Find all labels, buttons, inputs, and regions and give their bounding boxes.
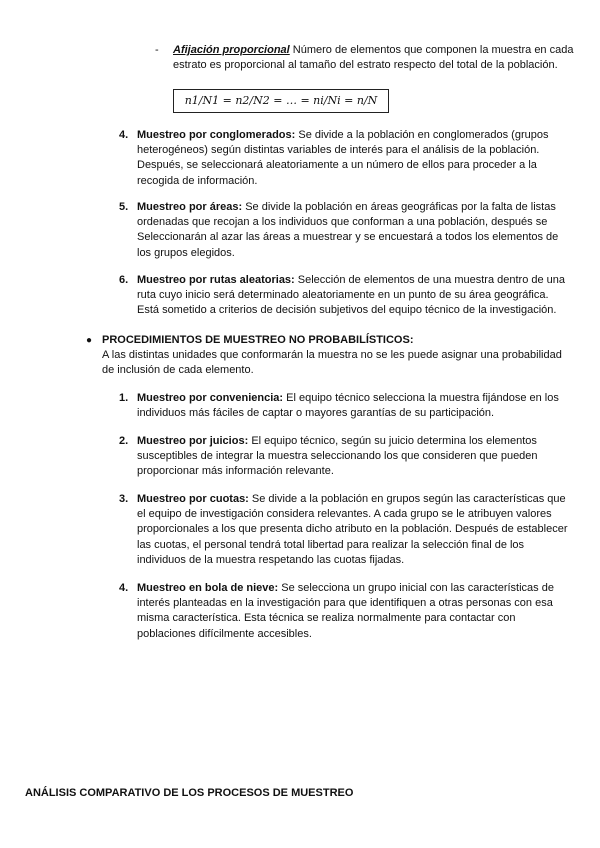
item-text: Se divide a la población en grupos según las características que el equipo de investigación considera relevantes. A cada grupo se le atribuyen valores proporcionales a los que presenta dicho atributo en la población. Después de establecer las cuotas, el personal tendrá total libertad para realizar la selección final de los individuos de la muestra respetando las cuotas fijadas. — [137, 493, 568, 566]
section-title: PROCEDIMIENTOS DE MUESTREO NO PROBABILÍSTICOS: — [102, 334, 414, 346]
item-number: 6. — [119, 274, 129, 286]
non-probabilistic-section — [86, 333, 576, 348]
item-title: Muestreo por áreas: — [137, 201, 243, 213]
afijacion-label: Afijación proporcional — [173, 44, 290, 56]
list-item — [119, 434, 571, 480]
item-number: 4. — [119, 129, 129, 141]
list-item — [119, 492, 571, 568]
item-text: El equipo técnico, según su juicio determina los elementos susceptibles de integrar la muestra seleccionando los que consideren que pueden proporcionar más información relevante. — [137, 435, 538, 478]
item-number: 2. — [119, 435, 129, 447]
list-item — [119, 391, 571, 421]
item-title: Muestreo por rutas aleatorias: — [137, 274, 295, 286]
proportional-formula: n1/N1 = n2/N2 = … = ni/Ni = n/N — [173, 89, 389, 113]
item-text: El equipo técnico selecciona la muestra fijándose en los individuos más fáciles de captar o mayores garantías de su participación. — [137, 392, 559, 420]
item-title: Muestreo en bola de nieve: — [137, 582, 279, 594]
list-item — [119, 273, 571, 319]
item-number: 1. — [119, 392, 129, 404]
item-text: Se divide a la población en conglomerados (grupos heterogéneos) según distintas variables de interés para el análisis de la población. Después, se seleccionará aleatoriamente a un número de ellos para proceder a la recogida de información. — [137, 129, 549, 187]
item-text: Se selecciona un grupo inicial con las características de interés planteadas en la investigación para que identifiquen a otras personas con esa misma característica. Esta técnica se realiza normalmente para contactar con poblaciones difícilmente accesibles. — [137, 582, 554, 640]
afijacion-item — [155, 43, 575, 73]
list-item — [119, 581, 571, 642]
item-number: 5. — [119, 201, 129, 213]
item-title: Muestreo por conveniencia: — [137, 392, 284, 404]
list-dash: - — [155, 44, 159, 56]
afijacion-text: Número de elementos que componen la muestra en cada estrato es proporcional al tamaño del estrato respecto del total de la población. — [173, 44, 574, 72]
list-item — [119, 200, 571, 261]
item-text: Se divide la población en áreas geográficas por la falta de listas ordenadas que recojan a los individuos que conforman a una población, después se Seleccionarán al azar las áreas a muestrear y se encuestará a todos los elementos de los grupos elegidos. — [137, 201, 559, 259]
comparative-analysis-heading: ANÁLISIS COMPARATIVO DE LOS PROCESOS DE MUESTREO — [25, 787, 354, 799]
item-title: Muestreo por juicios: — [137, 435, 249, 447]
section-intro: A las distintas unidades que conformarán la muestra no se les puede asignar una probabilidad de inclusión de cada elemento. — [102, 349, 562, 377]
list-item — [119, 128, 571, 189]
item-title: Muestreo por cuotas: — [137, 493, 249, 505]
item-number: 4. — [119, 582, 129, 594]
item-title: Muestreo por conglomerados: — [137, 129, 296, 141]
afijacion-paragraph — [173, 43, 575, 73]
item-number: 3. — [119, 493, 129, 505]
bullet-icon: ● — [86, 335, 93, 346]
item-text: Selección de elementos de una muestra dentro de una ruta cuyo inicio será determinado aleatoriamente en un punto de su área geográfica. Está sometido a criterios de decisión subjetivos del equipo técnico de la investigación. — [137, 274, 566, 317]
